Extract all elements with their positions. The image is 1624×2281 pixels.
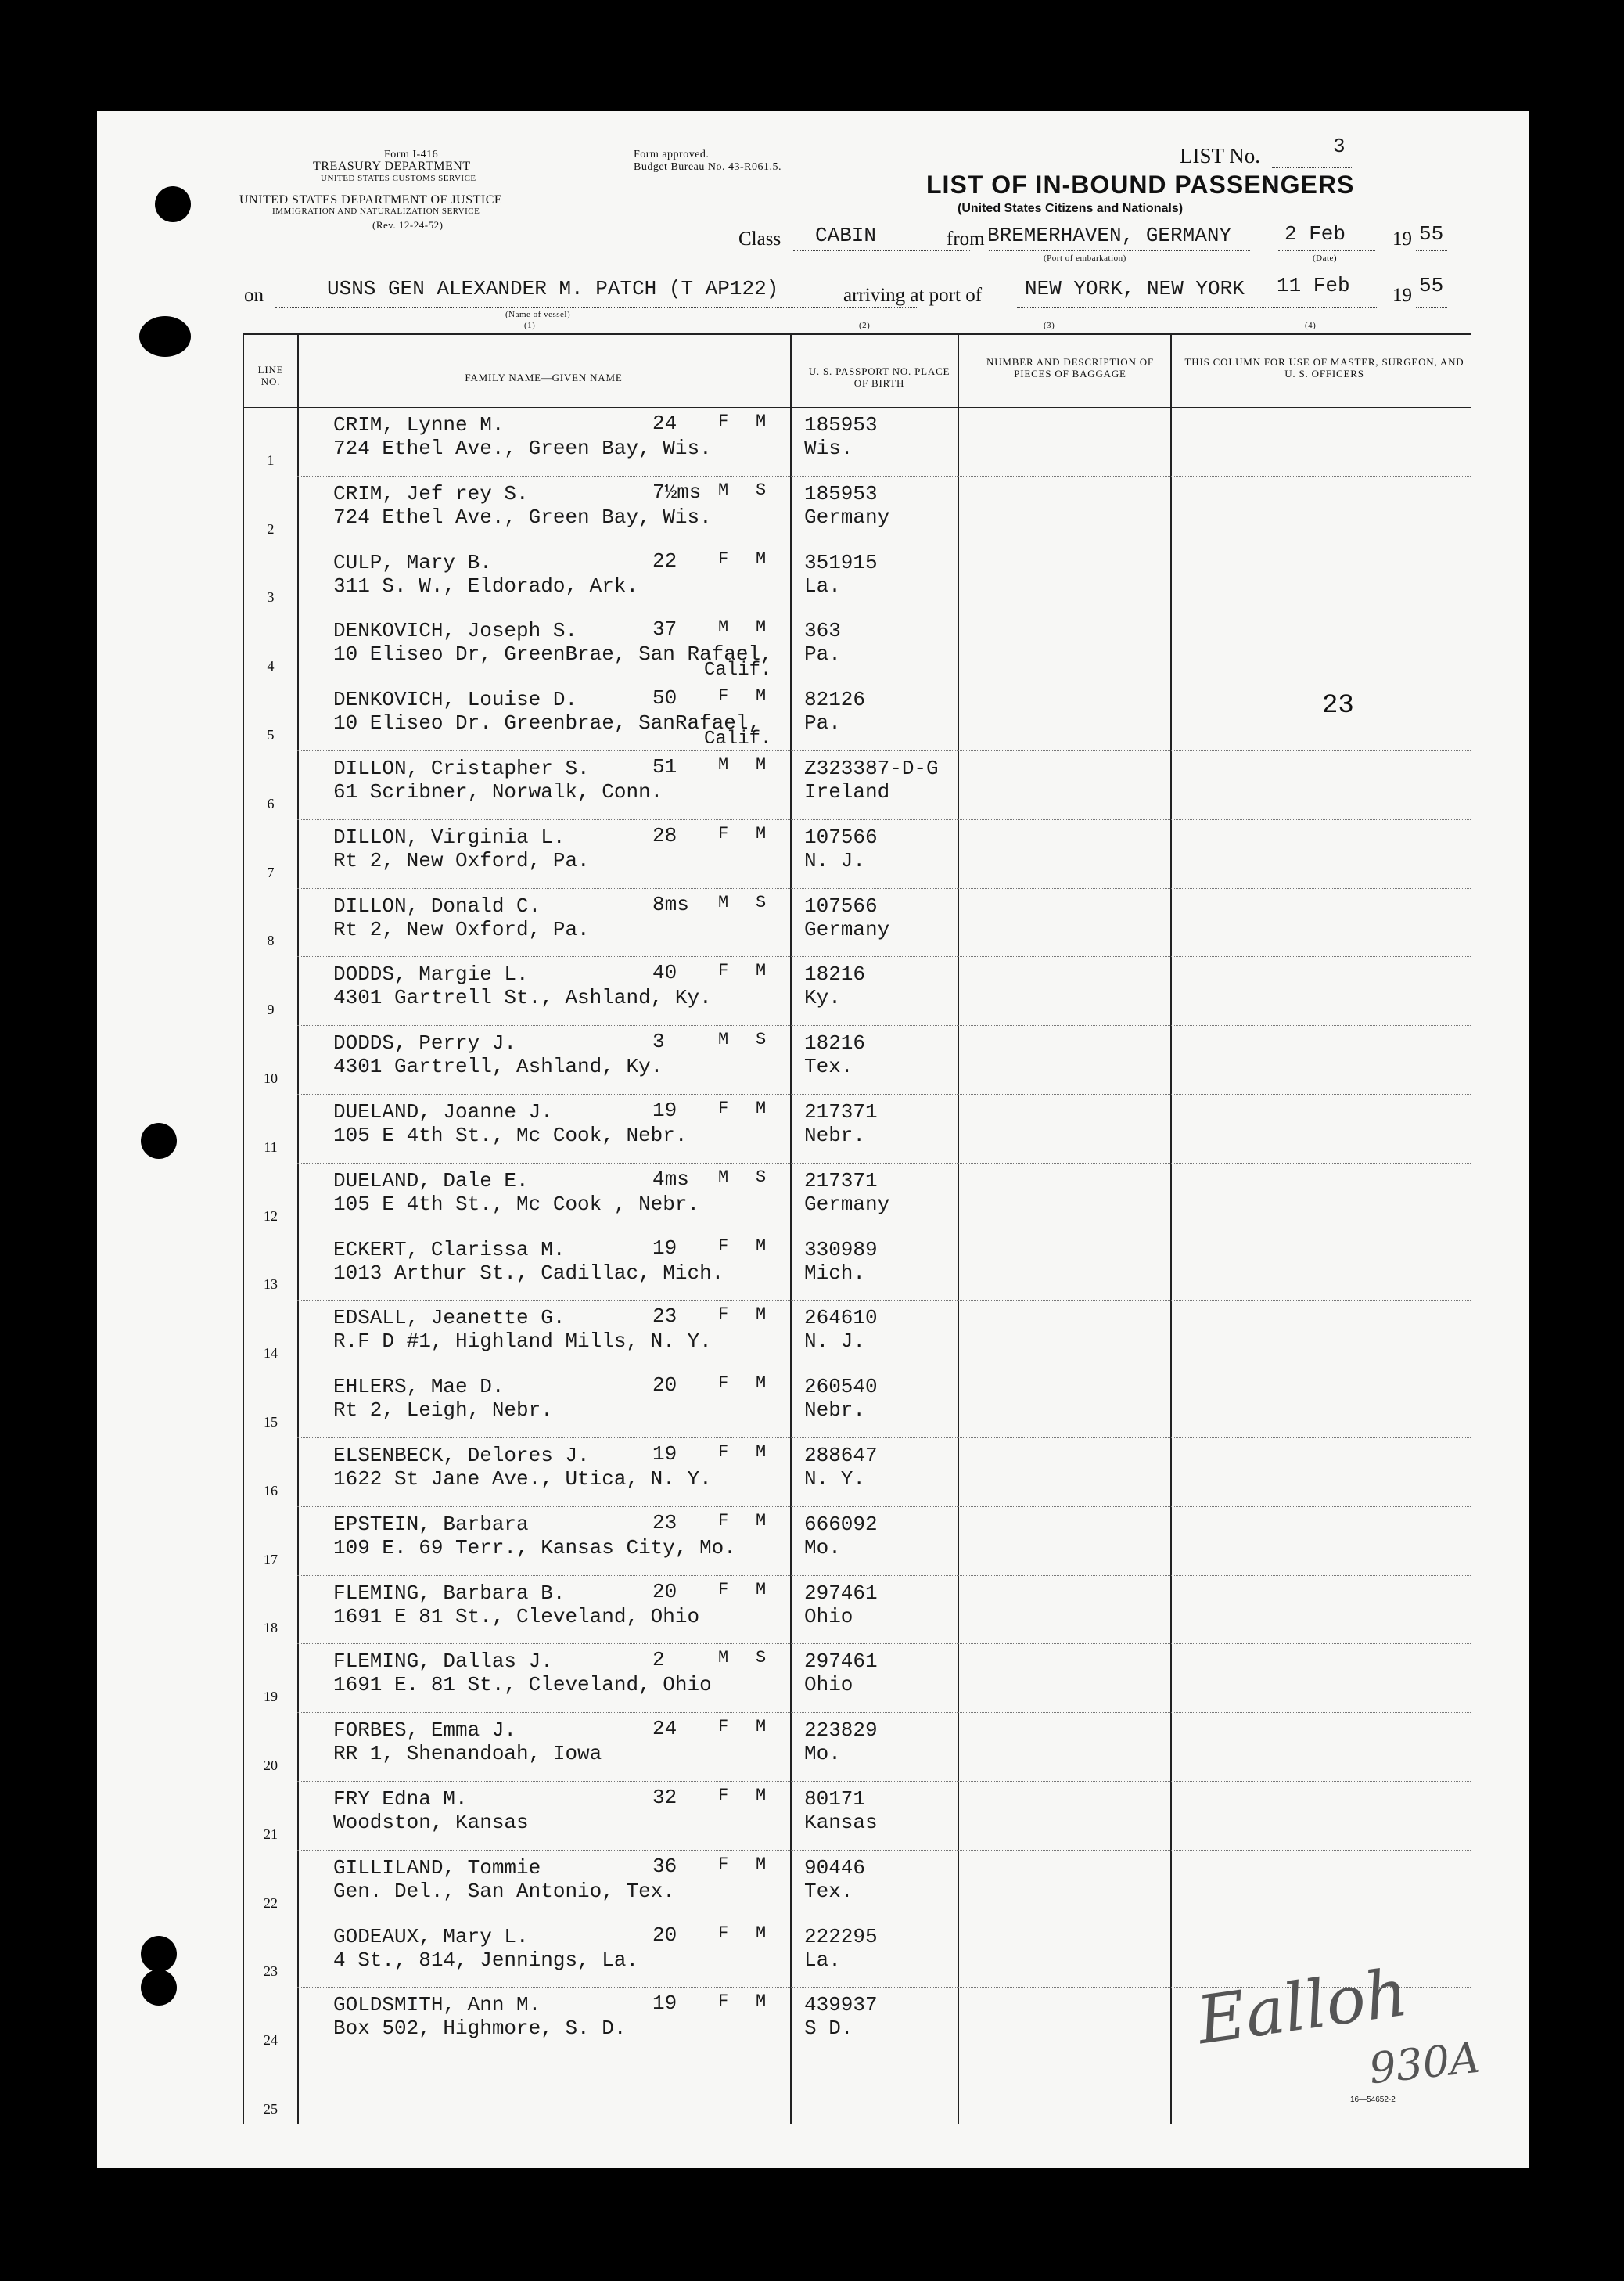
line-number: 17	[264, 1551, 278, 1567]
passport-number: 185953	[804, 413, 878, 437]
passenger-address: 4 St., 814, Jennings, La.	[333, 1948, 639, 1972]
passenger-address: R.F D #1, Highland Mills, N. Y.	[333, 1329, 712, 1354]
from-underline	[989, 250, 1250, 251]
passport-number: 330989	[804, 1237, 878, 1261]
passenger-address: 10 Eliseo Dr, GreenBrae, San Rafael,	[333, 642, 773, 667]
date2-underline	[1283, 307, 1377, 308]
passenger-name: FLEMING, Dallas J.	[333, 1650, 553, 1674]
marital-status: M	[756, 549, 767, 569]
place-of-birth: Nebr.	[804, 1398, 866, 1423]
passenger-name: GODEAUX, Mary L.	[333, 1924, 529, 1948]
passport-number: 666092	[804, 1512, 878, 1536]
passenger-name: FRY Edna M.	[333, 1787, 468, 1811]
marital-status: M	[756, 1373, 767, 1394]
marital-status: M	[756, 1510, 767, 1531]
list-underline	[1272, 167, 1352, 168]
passenger-name: DODDS, Perry J.	[333, 1031, 517, 1056]
place-of-birth: Germany	[804, 917, 890, 941]
vessel-caption: (Name of vessel)	[505, 310, 571, 319]
passenger-address-cont: Calif.	[704, 729, 772, 750]
table-row	[243, 682, 1471, 750]
passenger-age: 32	[652, 1786, 677, 1809]
on-label: on	[244, 285, 264, 306]
passenger-age: 19	[652, 1236, 677, 1260]
passenger-address: 1622 St Jane Ave., Utica, N. Y.	[333, 1467, 712, 1491]
marital-status: M	[756, 1099, 767, 1118]
passenger-sex: F	[718, 1236, 729, 1256]
passenger-sex: F	[718, 1717, 729, 1737]
table-row	[243, 613, 1471, 682]
passenger-address: 724 Ethel Ave., Green Bay, Wis.	[333, 437, 712, 460]
passport-number: 351915	[804, 550, 878, 574]
line-number: 21	[264, 1826, 278, 1842]
marital-status: M	[756, 412, 767, 431]
passenger-name: DILLON, Cristapher S.	[333, 757, 590, 780]
marital-status: M	[756, 617, 767, 638]
line-number: 14	[264, 1345, 278, 1362]
date-caption: (Date)	[1313, 254, 1338, 263]
passenger-sex: F	[718, 1786, 729, 1805]
header-passport: U. S. PASSPORT NO. PLACE OF BIRTH	[808, 365, 950, 389]
passenger-sex: M	[718, 617, 729, 638]
place-of-birth: Mich.	[804, 1261, 866, 1285]
line-number: 10	[264, 1070, 278, 1086]
header-line-no: LINE NO.	[257, 364, 284, 387]
passenger-sex: F	[718, 1099, 729, 1118]
passenger-address: 4301 Gartrell, Ashland, Ky.	[333, 1055, 663, 1079]
passenger-name: CRIM, Lynne M.	[333, 413, 505, 437]
table-row	[243, 1300, 1471, 1369]
line-number: 22	[264, 1894, 278, 1911]
passenger-age: 20	[652, 1579, 677, 1603]
ins-service: IMMIGRATION AND NATURALIZATION SERVICE	[272, 207, 480, 216]
marital-status: M	[756, 755, 767, 775]
passenger-name: EDSALL, Jeanette G.	[333, 1306, 566, 1330]
from-label: from	[947, 228, 985, 250]
passport-number: 264610	[804, 1306, 878, 1330]
table-row	[243, 819, 1471, 888]
passenger-age: 28	[652, 823, 677, 847]
embarkation-port: BREMERHAVEN, GERMANY	[987, 224, 1232, 247]
marital-status: S	[756, 1648, 767, 1668]
marital-status: S	[756, 1030, 767, 1050]
passenger-name: ELSENBECK, Delores J.	[333, 1444, 590, 1467]
place-of-birth: N. Y.	[804, 1467, 866, 1491]
place-of-birth: Tex.	[804, 1879, 853, 1903]
passenger-sex: M	[718, 755, 729, 775]
passenger-sex: F	[718, 1304, 729, 1325]
passenger-address: Gen. Del., San Antonio, Tex.	[333, 1879, 675, 1903]
marital-status: S	[756, 1167, 767, 1187]
passenger-address: 105 E 4th St., Mc Cook , Nebr.	[333, 1192, 700, 1216]
year-prefix: 19	[1392, 228, 1412, 250]
passenger-address: RR 1, Shenandoah, Iowa	[333, 1742, 602, 1766]
list-number: 3	[1333, 135, 1346, 158]
line-number: 12	[264, 1207, 278, 1224]
passport-number: Z323387-D-G	[804, 757, 939, 780]
table-row	[243, 1850, 1471, 1919]
table-row	[243, 1643, 1471, 1712]
table-row	[243, 407, 1471, 476]
handwritten-signature: Ealloh	[1192, 1953, 1413, 2060]
passenger-address: 10 Eliseo Dr. Greenbrae, SanRafael,	[333, 711, 761, 736]
place-of-birth: Pa.	[804, 711, 841, 736]
line-number: 15	[264, 1413, 278, 1430]
passenger-address: 1013 Arthur St., Cadillac, Mich.	[333, 1261, 724, 1285]
marital-status: M	[756, 1579, 767, 1599]
marital-status: M	[756, 1304, 767, 1325]
table-row	[243, 956, 1471, 1025]
departure-year: 55	[1419, 222, 1444, 246]
passenger-age: 20	[652, 1373, 677, 1398]
passenger-sex: F	[718, 823, 729, 844]
passport-number: 107566	[804, 894, 878, 918]
passport-number: 18216	[804, 1031, 866, 1056]
arrival-day: 11 Feb	[1277, 274, 1350, 297]
line-number: 3	[267, 589, 275, 606]
header-officers: THIS COLUMN FOR USE OF MASTER, SURGEON, AND U. S. OFFICERS	[1184, 356, 1464, 380]
passenger-age: 19	[652, 1099, 677, 1122]
line-number: 20	[264, 1757, 278, 1773]
passenger-address: 109 E. 69 Terr., Kansas City, Mo.	[333, 1535, 736, 1560]
passenger-address: 724 Ethel Ave., Green Bay, Wis.	[333, 505, 712, 529]
year1-underline	[1416, 250, 1447, 251]
table-row	[243, 750, 1471, 819]
passenger-sex: F	[718, 686, 729, 707]
passenger-sex: F	[718, 412, 729, 431]
place-of-birth: Wis.	[804, 437, 853, 460]
marital-status: S	[756, 480, 767, 500]
vessel-underline	[275, 307, 917, 308]
handwritten-code: 930A	[1367, 2032, 1482, 2094]
table-row	[243, 476, 1471, 545]
place-of-birth: Mo.	[804, 1742, 841, 1766]
line-number: 7	[267, 864, 275, 880]
date1-underline	[1278, 250, 1375, 251]
passenger-address: 105 E 4th St., Mc Cook, Nebr.	[333, 1124, 688, 1147]
punch-hole	[155, 186, 191, 222]
line-number: 5	[267, 726, 275, 743]
marital-status: M	[756, 1717, 767, 1737]
passenger-sex: F	[718, 1923, 729, 1943]
passenger-name: EHLERS, Mae D.	[333, 1375, 505, 1399]
print-code: 16—54652-2	[1350, 2096, 1396, 2104]
table-row	[243, 1163, 1471, 1232]
passenger-sex: M	[718, 480, 729, 500]
passenger-sex: M	[718, 1648, 729, 1668]
passenger-age: 4ms	[652, 1167, 689, 1191]
line-number: 11	[264, 1139, 278, 1155]
passenger-address: 1691 E. 81 St., Cleveland, Ohio	[333, 1673, 712, 1697]
passenger-name: GOLDSMITH, Ann M.	[333, 1993, 541, 2017]
passenger-age: 3	[652, 1030, 665, 1054]
table-row	[243, 1437, 1471, 1506]
table-row	[243, 1025, 1471, 1094]
passport-number: 260540	[804, 1375, 878, 1399]
budget-bureau: Budget Bureau No. 43-R061.5.	[634, 161, 781, 173]
place-of-birth: N. J.	[804, 848, 866, 872]
place-of-birth: Ohio	[804, 1604, 853, 1628]
passenger-sex: F	[718, 1579, 729, 1599]
passenger-age: 23	[652, 1304, 677, 1329]
passenger-age: 22	[652, 549, 677, 573]
arrival-year: 55	[1419, 274, 1444, 297]
passenger-address: Woodston, Kansas	[333, 1811, 529, 1834]
marital-status: M	[756, 1236, 767, 1256]
punch-hole	[141, 1123, 177, 1159]
marital-status: S	[756, 892, 767, 912]
passport-number: 223829	[804, 1718, 878, 1743]
passenger-age: 50	[652, 686, 677, 711]
passenger-age: 2	[652, 1648, 665, 1672]
place-of-birth: Ky.	[804, 986, 841, 1010]
passenger-name: DENKOVICH, Louise D.	[333, 688, 578, 712]
table-row	[243, 1575, 1471, 1644]
passenger-age: 37	[652, 617, 677, 642]
passenger-name: DUELAND, Dale E.	[333, 1168, 529, 1193]
passenger-address: 311 S. W., Eldorado, Ark.	[333, 574, 639, 598]
passenger-sex: F	[718, 1854, 729, 1874]
line-number: 18	[264, 1620, 278, 1636]
passenger-sex: F	[718, 1373, 729, 1394]
passenger-sex: F	[718, 961, 729, 981]
passport-number: 107566	[804, 825, 878, 849]
marital-status: M	[756, 961, 767, 981]
marital-status: M	[756, 1442, 767, 1462]
line-number: 23	[264, 1963, 278, 1980]
passenger-name: DILLON, Donald C.	[333, 894, 541, 918]
passenger-address-cont: Calif.	[704, 660, 772, 682]
punch-hole	[141, 1936, 177, 1972]
line-number: 1	[267, 452, 275, 468]
port-col-number: (3)	[1044, 321, 1055, 330]
passenger-sex: F	[718, 1991, 729, 2012]
passport-number: 80171	[804, 1787, 866, 1811]
passenger-sex: M	[718, 1167, 729, 1187]
place-of-birth: Germany	[804, 1192, 890, 1216]
passport-number: 185953	[804, 481, 878, 505]
revision: (Rev. 12-24-52)	[372, 219, 444, 231]
place-of-birth: Ireland	[804, 780, 890, 804]
table-row	[243, 2056, 1471, 2124]
table-row	[243, 1094, 1471, 1163]
passenger-age: 36	[652, 1854, 677, 1878]
embarkation-caption: (Port of embarkation)	[1044, 254, 1126, 263]
year2-underline	[1416, 307, 1447, 308]
table-row	[243, 888, 1471, 957]
header-name: FAMILY NAME—GIVEN NAME	[465, 372, 623, 383]
marital-status: M	[756, 1991, 767, 2012]
passenger-address: Box 502, Highmore, S. D.	[333, 2017, 627, 2041]
passenger-age: 8ms	[652, 892, 689, 916]
passenger-name: DILLON, Virginia L.	[333, 825, 566, 849]
passenger-address: Rt 2, New Oxford, Pa.	[333, 917, 590, 941]
table-row	[243, 545, 1471, 613]
passenger-name: DENKOVICH, Joseph S.	[333, 619, 578, 643]
form-approved: Form approved.	[634, 149, 710, 160]
punch-hole	[141, 1970, 177, 2006]
place-of-birth: N. J.	[804, 1329, 866, 1354]
passenger-name: CULP, Mary B.	[333, 550, 492, 574]
table-row	[243, 1232, 1471, 1301]
passport-number: 82126	[804, 688, 866, 712]
customs-service: UNITED STATES CUSTOMS SERVICE	[321, 174, 476, 183]
place-of-birth: Tex.	[804, 1055, 853, 1079]
marital-status: M	[756, 1854, 767, 1874]
passenger-age: 19	[652, 1991, 677, 2016]
passenger-age: 19	[652, 1442, 677, 1466]
form-number: Form I-416	[384, 149, 439, 160]
class-underline	[793, 250, 970, 251]
passport-number: 18216	[804, 962, 866, 987]
vessel-col-number: (1)	[524, 321, 536, 330]
class-value: CABIN	[815, 224, 877, 247]
line-number: 13	[264, 1276, 278, 1293]
officer-mark: 23	[1322, 691, 1354, 721]
passenger-name: FLEMING, Barbara B.	[333, 1581, 566, 1605]
passenger-sex: F	[718, 1442, 729, 1462]
arriving-label: arriving at port of	[843, 285, 983, 306]
passenger-age: 40	[652, 961, 677, 985]
arrival-port: NEW YORK, NEW YORK	[1025, 277, 1245, 300]
passenger-address: Rt 2, Leigh, Nebr.	[333, 1398, 553, 1423]
form-subtitle: (United States Citizens and Nationals)	[958, 202, 1184, 215]
place-of-birth: La.	[804, 1948, 841, 1972]
place-of-birth: Germany	[804, 505, 890, 529]
line-number: 4	[267, 658, 275, 675]
line-number: 2	[267, 520, 275, 537]
passenger-age: 24	[652, 1717, 677, 1741]
passenger-age: 7½ms	[652, 480, 702, 504]
passenger-address: 61 Scribner, Norwalk, Conn.	[333, 780, 663, 804]
passport-number: 297461	[804, 1581, 878, 1605]
marital-status: M	[756, 1923, 767, 1943]
treasury-dept: TREASURY DEPARTMENT	[313, 160, 471, 173]
table-top-border	[243, 333, 1471, 335]
table-row	[243, 1781, 1471, 1850]
passenger-age: 24	[652, 412, 677, 435]
passenger-table	[243, 333, 1482, 2124]
passport-number: 217371	[804, 1100, 878, 1124]
place-of-birth: S D.	[804, 2017, 853, 2041]
marital-status: M	[756, 1786, 767, 1805]
passport-number: 90446	[804, 1855, 866, 1880]
passport-number: 288647	[804, 1444, 878, 1467]
punch-hole	[139, 316, 191, 357]
place-of-birth: Pa.	[804, 642, 841, 667]
date2-col-number: (4)	[1305, 321, 1317, 330]
marital-status: M	[756, 686, 767, 707]
place-of-birth: La.	[804, 574, 841, 598]
line-number: 19	[264, 1689, 278, 1705]
passport-number: 439937	[804, 1993, 878, 2017]
line-number: 8	[267, 933, 275, 949]
passenger-name: ECKERT, Clarissa M.	[333, 1237, 566, 1261]
passenger-address: Rt 2, New Oxford, Pa.	[333, 848, 590, 872]
table-row	[243, 1506, 1471, 1575]
passenger-name: DUELAND, Joanne J.	[333, 1100, 553, 1124]
list-label: LIST No.	[1180, 144, 1261, 167]
passport-number: 363	[804, 619, 841, 643]
line-number: 6	[267, 795, 275, 811]
departure-day: 2 Feb	[1284, 222, 1346, 246]
form-title: LIST OF IN-BOUND PASSENGERS	[926, 171, 1355, 199]
passenger-age: 20	[652, 1923, 677, 1947]
line-number: 9	[267, 1002, 275, 1018]
line-number: 16	[264, 1482, 278, 1498]
passenger-sex: M	[718, 892, 729, 912]
passenger-name: CRIM, Jef rey S.	[333, 481, 529, 505]
passenger-address: 1691 E 81 St., Cleveland, Ohio	[333, 1604, 700, 1628]
place-of-birth: Ohio	[804, 1673, 853, 1697]
passenger-name: FORBES, Emma J.	[333, 1718, 517, 1743]
passenger-name: EPSTEIN, Barbara	[333, 1512, 529, 1536]
vessel-name: USNS GEN ALEXANDER M. PATCH (T AP122)	[327, 277, 779, 300]
passenger-name: DODDS, Margie L.	[333, 962, 529, 987]
passenger-sex: F	[718, 1510, 729, 1531]
passenger-sex: M	[718, 1030, 729, 1050]
marital-status: M	[756, 823, 767, 844]
class-label: Class	[738, 228, 781, 250]
place-of-birth: Nebr.	[804, 1124, 866, 1147]
year-prefix-2: 19	[1392, 285, 1412, 306]
line-number: 24	[264, 2032, 278, 2049]
place-of-birth: Mo.	[804, 1535, 841, 1560]
passenger-address: 4301 Gartrell St., Ashland, Ky.	[333, 986, 712, 1010]
table-row	[243, 1712, 1471, 1781]
passenger-name: GILLILAND, Tommie	[333, 1855, 541, 1880]
passenger-sex: F	[718, 549, 729, 569]
passenger-age: 23	[652, 1510, 677, 1534]
place-of-birth: Kansas	[804, 1811, 878, 1834]
passenger-age: 51	[652, 755, 677, 779]
passport-number: 297461	[804, 1650, 878, 1674]
table-row	[243, 1369, 1471, 1437]
passport-number: 222295	[804, 1924, 878, 1948]
mid-col-number: (2)	[859, 321, 871, 330]
justice-dept: UNITED STATES DEPARTMENT OF JUSTICE	[239, 193, 503, 207]
header-baggage: NUMBER AND DESCRIPTION OF PIECES OF BAGGAGE	[986, 356, 1154, 380]
passport-number: 217371	[804, 1168, 878, 1193]
line-number: 25	[264, 2100, 278, 2117]
